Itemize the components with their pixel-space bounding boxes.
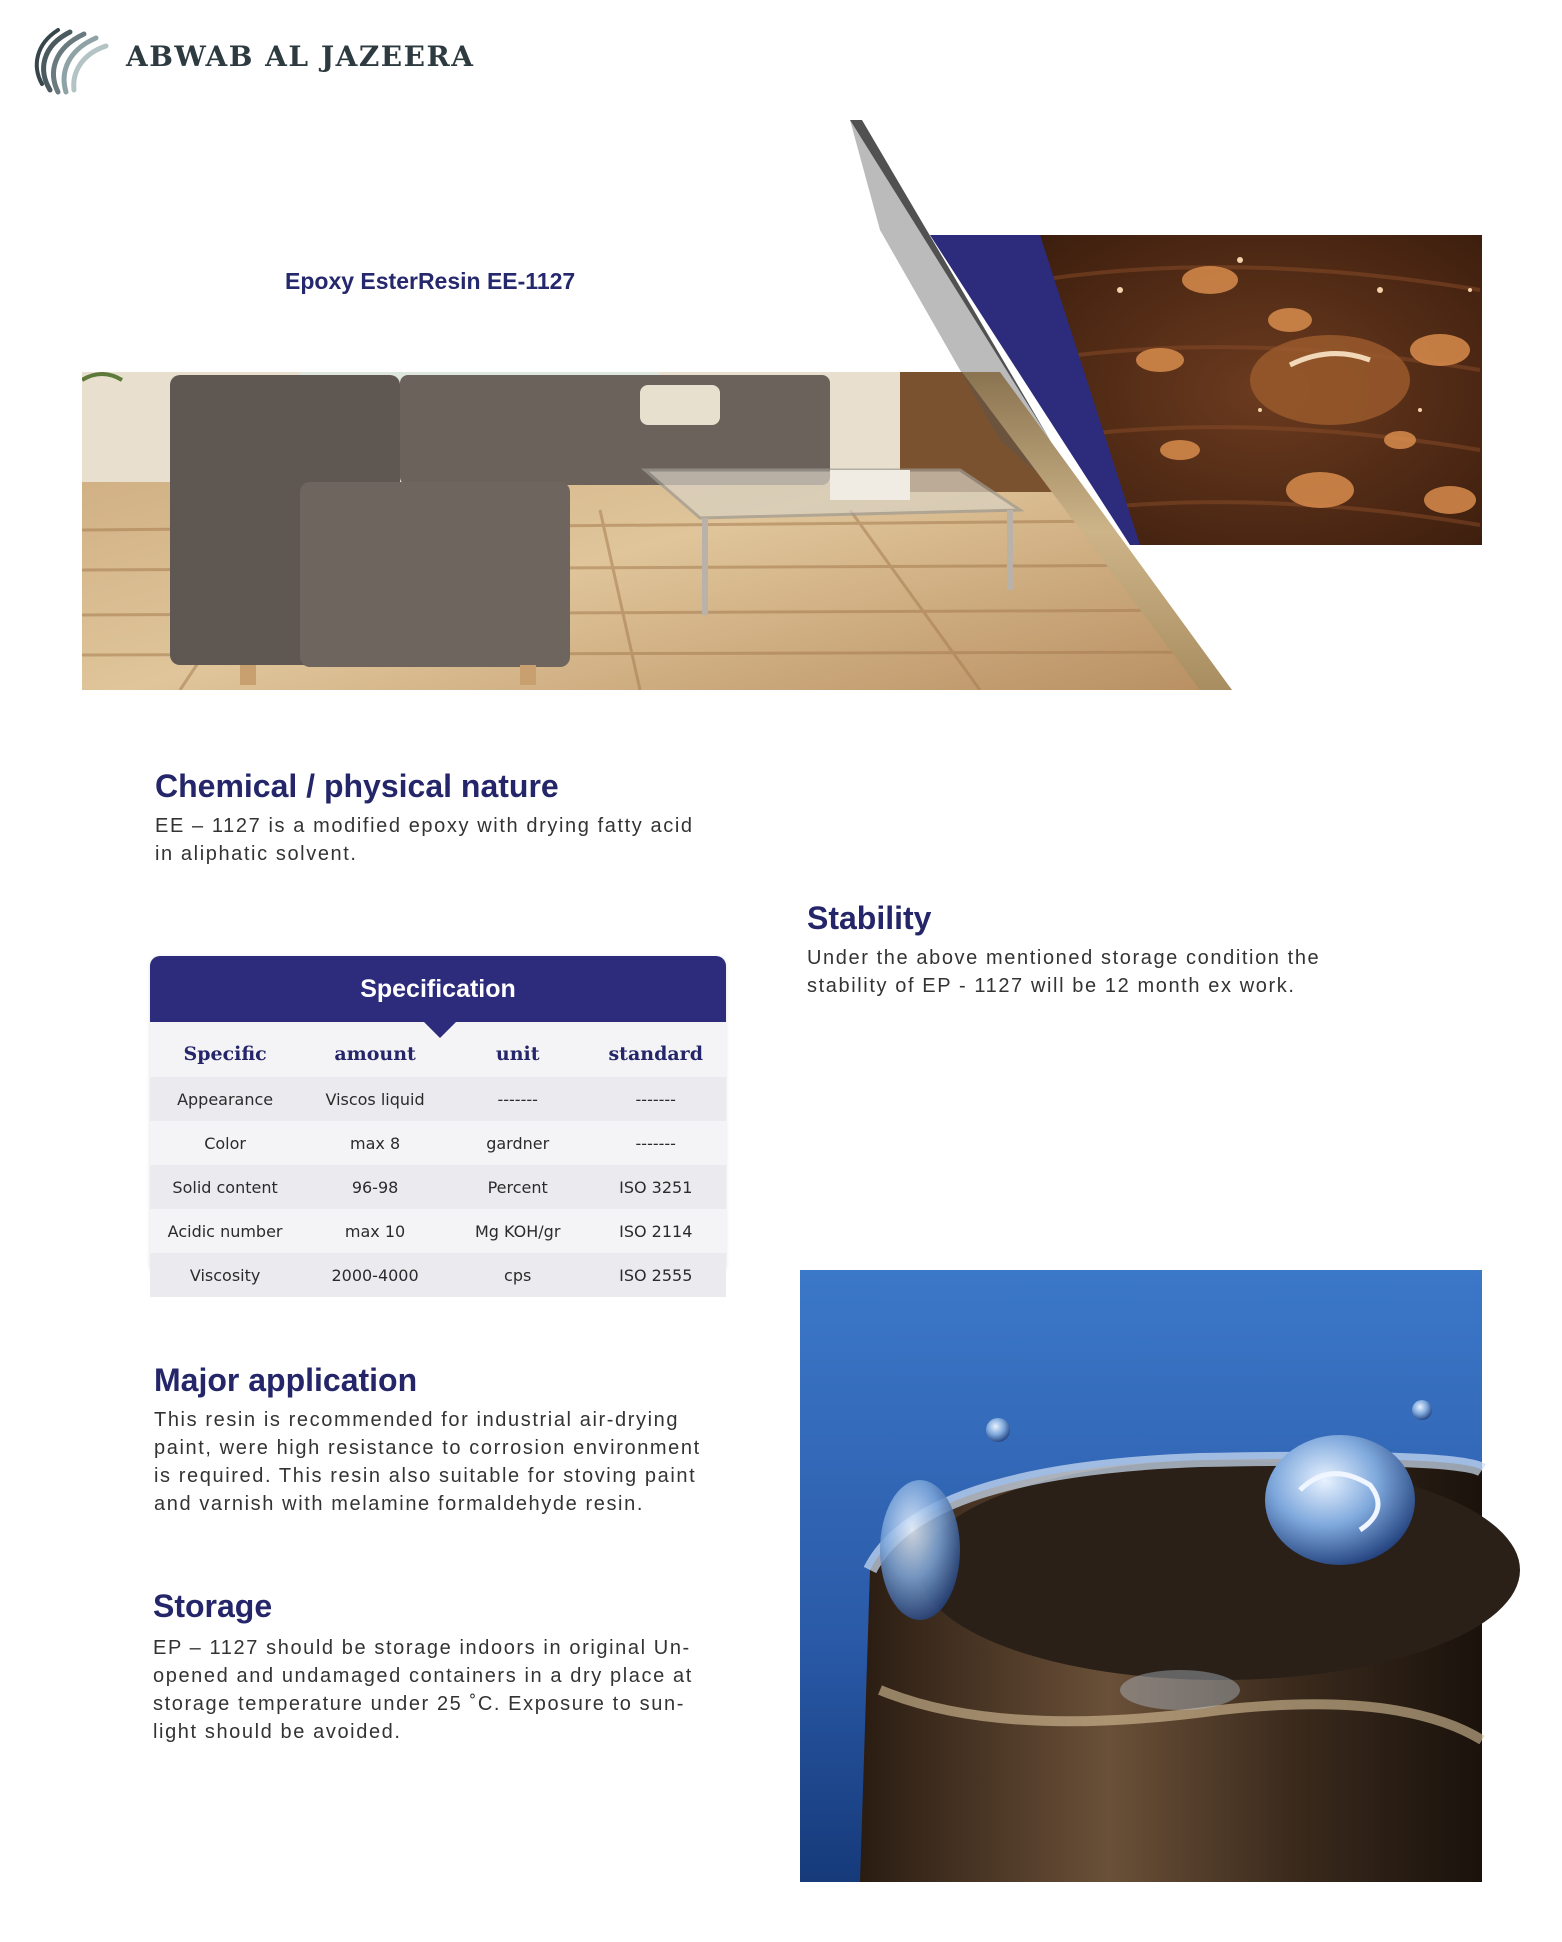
- table-row: [150, 1253, 726, 1297]
- chemical-nature-text: [155, 812, 775, 868]
- specification-table-card: [150, 956, 726, 1285]
- table-cell: Mg KOH/gr: [474, 1221, 561, 1241]
- text-line: stability of EP - 1127 will be 12 month ex work.: [807, 975, 1296, 997]
- table-cell: 2000-4000: [300, 1253, 450, 1297]
- table-cell: max 10: [344, 1221, 406, 1241]
- table-cell: gardner: [486, 1133, 550, 1153]
- table-cell: Color: [204, 1133, 246, 1153]
- water-splash-image: [800, 1270, 1482, 1882]
- text-line: in aliphatic solvent.: [155, 843, 358, 865]
- table-cell: 96-98: [300, 1165, 450, 1209]
- brand-name: ABWAB AL JAZEERA: [126, 40, 475, 73]
- storage-heading: Storage: [153, 1588, 273, 1624]
- table-cell: Acidic number: [167, 1221, 283, 1241]
- specification-title: Specification: [150, 956, 726, 1022]
- table-row: [150, 1077, 726, 1121]
- chemical-nature-heading: Chemical / physical nature: [155, 768, 559, 804]
- table-row: [150, 1209, 726, 1253]
- table-cell: Solid content: [150, 1165, 300, 1209]
- table-cell: ISO 3251: [585, 1165, 726, 1209]
- text-line: is required. This resin also suitable for stoving paint: [154, 1465, 697, 1487]
- text-line: paint, were high resistance to corrosion environment: [154, 1437, 701, 1459]
- storage-text: [153, 1634, 793, 1746]
- table-cell: -------: [585, 1077, 726, 1121]
- column-header-standard: standard: [608, 1043, 703, 1065]
- text-line: light should be avoided.: [153, 1721, 402, 1743]
- table-row: [150, 1165, 726, 1209]
- stability-heading: Stability: [807, 900, 932, 936]
- text-line: EP – 1127 should be storage indoors in original Un-: [153, 1637, 691, 1659]
- specification-table: [150, 1022, 726, 1297]
- table-cell: -------: [450, 1077, 586, 1121]
- column-header-unit: unit: [495, 1043, 540, 1065]
- table-cell: max 8: [350, 1133, 401, 1153]
- table-cell: cps: [450, 1253, 586, 1297]
- stability-text: [807, 944, 1507, 1000]
- table-header-row: [150, 1022, 726, 1077]
- text-line: Under the above mentioned storage condition the: [807, 947, 1321, 969]
- brand-logo-icon: [30, 26, 112, 98]
- table-cell: Appearance: [150, 1077, 300, 1121]
- text-line: storage temperature under 25 ˚C. Exposure to sun-: [153, 1693, 685, 1715]
- column-header-specific: Specific: [183, 1043, 267, 1065]
- table-cell: -------: [635, 1133, 676, 1153]
- table-cell: ISO 2114: [619, 1221, 693, 1241]
- table-cell: Viscos liquid: [300, 1077, 450, 1121]
- table-cell: Percent: [450, 1165, 586, 1209]
- product-title: Epoxy EsterResin EE-1127: [285, 268, 576, 294]
- text-line: opened and undamaged containers in a dry place at: [153, 1665, 693, 1687]
- column-header-amount: amount: [334, 1043, 416, 1065]
- text-line: This resin is recommended for industrial air-drying: [154, 1409, 680, 1431]
- table-row: [150, 1121, 726, 1165]
- table-cell: Viscosity: [150, 1253, 300, 1297]
- major-application-text: [154, 1406, 794, 1518]
- text-line: and varnish with melamine formaldehyde resin.: [154, 1493, 644, 1515]
- hero-banner-image: [0, 110, 1562, 710]
- major-application-heading: Major application: [154, 1362, 418, 1398]
- text-line: EE – 1127 is a modified epoxy with drying fatty acid: [155, 815, 694, 837]
- table-cell: ISO 2555: [585, 1253, 726, 1297]
